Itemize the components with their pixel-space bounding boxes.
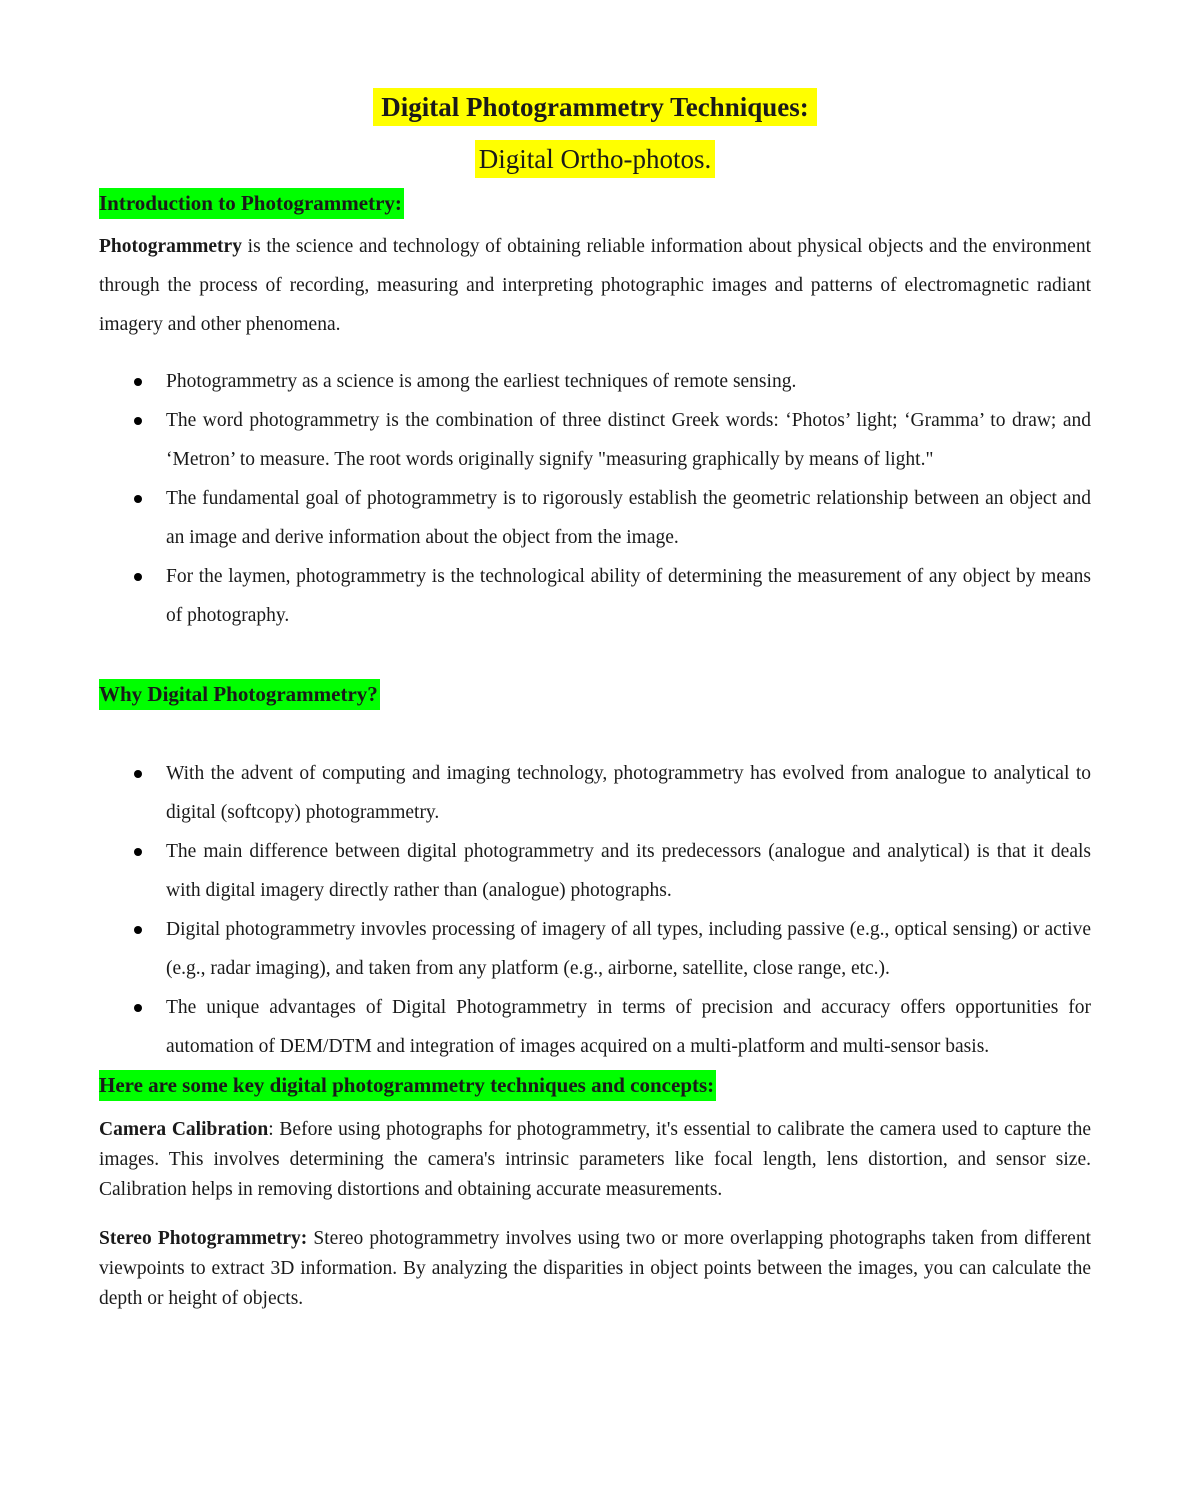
why-heading: Why Digital Photogrammetry?	[99, 679, 380, 710]
list-item-text: Photogrammetry as a science is among the earliest techniques of remote sensing.	[166, 371, 797, 392]
technique-stereo-photogrammetry	[99, 1224, 1091, 1314]
title-block	[99, 88, 1091, 126]
list-item-text: The main difference between digital photogrammetry and its predecessors (analogue and analytical) is that it deals with digital imagery directly rather than (analogue) photographs.	[166, 841, 1091, 901]
technique-text: Stereo photogrammetry involves using two or more overlapping photographs taken from different viewpoints to extract 3D information. By analyzing the disparities in object points between the images, you can calculate the depth or height of objects.	[99, 1228, 1091, 1309]
document-page	[99, 88, 1091, 1314]
list-item-text: Digital photogrammetry invovles processing of imagery of all types, including passive (e.g., optical sensing) or active (e.g., radar imaging), and taken from any platform (e.g., airborne, satellite, close range, etc.).	[166, 919, 1091, 979]
technique-separator: :	[268, 1119, 274, 1140]
bullet-icon	[134, 848, 142, 856]
techniques-section	[99, 1070, 1091, 1314]
bullet-icon	[134, 378, 142, 386]
list-item-text: With the advent of computing and imaging technology, photogrammetry has evolved from analogue to analytical to digital (softcopy) photogrammetry.	[166, 763, 1091, 823]
document-title: Digital Photogrammetry Techniques:	[373, 88, 816, 126]
bullet-icon	[134, 770, 142, 778]
list-item	[99, 754, 1091, 832]
techniques-heading: Here are some key digital photogrammetry techniques and concepts:	[99, 1070, 716, 1101]
intro-text: is the science and technology of obtaining reliable information about physical objects and the environment through the process of recording, measuring and interpreting photographic images and patterns of electromagnetic radiant imagery and other phenomena.	[99, 236, 1091, 335]
bullet-icon	[134, 573, 142, 581]
intro-bullet-list	[99, 362, 1091, 635]
why-section	[99, 679, 1091, 1066]
intro-section	[99, 188, 1091, 635]
intro-paragraph	[99, 227, 1091, 344]
list-item	[99, 557, 1091, 635]
technique-term: Stereo Photogrammetry:	[99, 1228, 308, 1249]
list-item	[99, 362, 1091, 401]
document-subtitle: Digital Ortho-photos.	[475, 140, 715, 178]
subtitle-block	[99, 126, 1091, 178]
bullet-icon	[134, 495, 142, 503]
intro-lead-term: Photogrammetry	[99, 236, 242, 257]
list-item-text: The word photogrammetry is the combination of three distinct Greek words: ‘Photos’ light; ‘Gramma’ to draw; and ‘Metron’ to measure. The root words originally signify "measuring graphically by means of light."	[166, 410, 1091, 470]
technique-text: Before using photographs for photogrammetry, it's essential to calibrate the camera used to capture the images. This involves determining the camera's intrinsic parameters like focal length, lens distortion, and sensor size. Calibration helps in removing distortions and obtaining accurate measurements.	[99, 1119, 1091, 1200]
list-item-text: For the laymen, photogrammetry is the technological ability of determining the measurement of any object by means of photography.	[166, 566, 1091, 626]
technique-term: Camera Calibration	[99, 1119, 269, 1140]
list-item	[99, 401, 1091, 479]
bullet-icon	[134, 1004, 142, 1012]
list-item-text: The unique advantages of Digital Photogrammetry in terms of precision and accuracy offers opportunities for automation of DEM/DTM and integration of images acquired on a multi-platform and multi-sensor basis.	[166, 997, 1091, 1057]
list-item-text: The fundamental goal of photogrammetry is to rigorously establish the geometric relationship between an object and an image and derive information about the object from the image.	[166, 488, 1091, 548]
technique-camera-calibration	[99, 1115, 1091, 1205]
list-item	[99, 910, 1091, 988]
list-item	[99, 479, 1091, 557]
bullet-icon	[134, 417, 142, 425]
list-item	[99, 832, 1091, 910]
why-bullet-list	[99, 754, 1091, 1066]
list-item	[99, 988, 1091, 1066]
bullet-icon	[134, 926, 142, 934]
intro-heading: Introduction to Photogrammetry:	[99, 188, 404, 219]
